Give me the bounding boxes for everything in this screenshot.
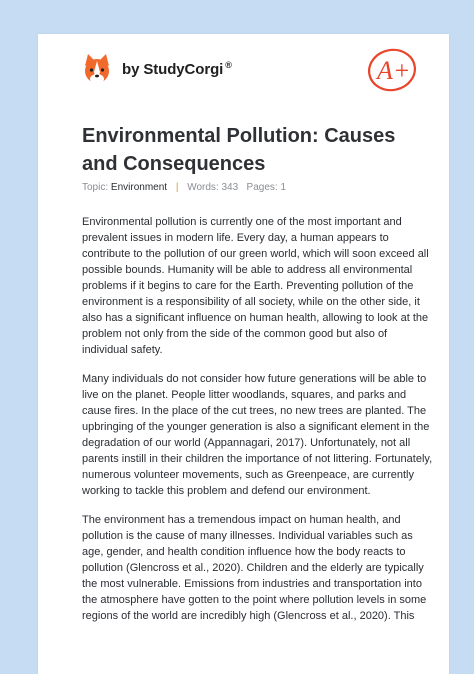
document-page bbox=[38, 34, 449, 674]
paragraph: Many individuals do not consider how future generations will be able to live on the planet. People litter woodlands, squares, and parks and cause fires. In the place of the cut trees, no new trees are planted. The upbringing of the younger generation is also a significant element in the degradation of our world (Appannagari, 2017). Unfortunately, not all parents instill in their children the importance of not littering. Fortunately, numerous volunteer movements, such as Greenpeace, are currently working to tackle this problem and defend our environment. bbox=[82, 373, 433, 497]
page-title: Environmental Pollution: Causes and Consequences bbox=[82, 125, 396, 175]
grade-badge-icon bbox=[366, 46, 418, 94]
paragraph: The environment has a tremendous impact on human health, and pollution is the cause of many illnesses. Individual variables such as age, gender, and health condition influence how the body reacts to pollution (Glencross et al., 2020). Children and the elderly are typically the most vulnerable. Emissions from industries and transportation into the atmosphere have gotten to the point where pollution levels in some regions of the world are incredibly high (Glencross et al., 2020). This bbox=[82, 514, 427, 622]
studycorgi-logo[interactable] bbox=[81, 52, 232, 86]
paragraph: Environmental pollution is currently one of the most important and prevalent issues in modern life. Every day, a human appears to contribute to the pollution of our green world, which will soon exceed all possible bounds. Humanity will be able to address all environmental problems if it begins to care for the Earth. Preventing pollution of the environment is a responsibility of all society, while on the other side, it also has a significant influence on human health, allowing to look at the problem not only from the side of the common good but also of individual safety. bbox=[82, 216, 429, 356]
corgi-logo-icon bbox=[81, 52, 113, 86]
topic-link[interactable]: Environment bbox=[110, 182, 168, 193]
pages-count: 1 bbox=[280, 182, 287, 193]
document-meta bbox=[82, 182, 286, 193]
words-label: Words: bbox=[187, 182, 219, 193]
meta-separator: | bbox=[175, 182, 179, 193]
essay-body bbox=[82, 214, 434, 637]
pages-label: Pages: bbox=[246, 182, 278, 193]
brand-name: by StudyCorgi ® bbox=[122, 60, 232, 78]
topic-label: Topic: bbox=[82, 182, 109, 193]
words-count: 343 bbox=[221, 182, 239, 193]
grade-badge-text: A+ bbox=[377, 56, 411, 85]
